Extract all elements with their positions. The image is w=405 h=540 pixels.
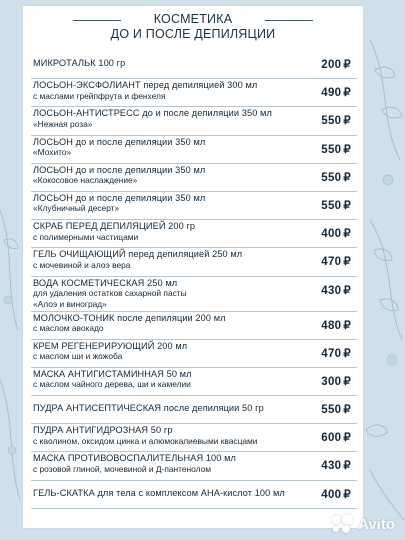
list-item	[31, 220, 357, 248]
price-value: 400	[321, 228, 342, 241]
list-item	[31, 312, 357, 340]
price-value: 430	[321, 284, 342, 297]
list-item	[31, 164, 357, 192]
item-name: ЛОСЬОН-АНТИСТРЕСС до и после депиляции 350 мл	[33, 108, 272, 119]
item-name: МАСКА ПРОТИВОВОСПАЛИТЕЛЬНАЯ 100 мл	[33, 453, 236, 464]
list-item	[31, 481, 357, 509]
item-description	[33, 488, 287, 499]
ruble-icon: ₽	[343, 284, 351, 297]
price-list-header	[23, 12, 363, 48]
price-value: 550	[321, 143, 342, 156]
item-description	[33, 108, 287, 129]
item-description	[33, 313, 287, 334]
list-item	[31, 452, 357, 480]
list-item	[31, 424, 357, 452]
item-price	[321, 113, 351, 127]
ruble-icon: ₽	[343, 143, 351, 156]
price-value: 480	[321, 319, 342, 332]
item-name: ЛОСЬОН до и после депиляции 350 мл	[33, 164, 206, 175]
ruble-icon: ₽	[343, 59, 351, 71]
item-name: МАСКА АНТИГИСТАМИННАЯ 50 мл	[33, 368, 192, 379]
price-list-card	[23, 6, 363, 528]
item-price	[321, 254, 351, 268]
item-description	[33, 80, 287, 101]
item-detail: «Мохито»	[33, 147, 72, 158]
ruble-icon: ₽	[343, 432, 351, 445]
item-description	[33, 403, 287, 414]
item-name: ЛОСЬОН до и после депиляции 350 мл	[33, 136, 206, 147]
header-divider-right	[265, 20, 313, 21]
ruble-icon: ₽	[343, 375, 351, 388]
list-item	[31, 396, 357, 424]
ruble-icon: ₽	[343, 347, 351, 360]
price-value: 400	[321, 488, 342, 501]
item-name: СКРАБ ПЕРЕД ДЕПИЛЯЦИЕЙ 200 гр	[33, 221, 196, 232]
page-title-line2: ДО И ПОСЛЕ ДЕПИЛЯЦИИ	[110, 27, 276, 41]
item-price	[321, 226, 351, 240]
item-name: МИКРОТАЛЬК 100 гр	[33, 58, 126, 68]
page-title-line1: КОСМЕТИКА	[153, 12, 233, 26]
avito-watermark-text: Avito	[358, 515, 395, 533]
item-price	[321, 487, 351, 501]
item-description	[33, 249, 287, 270]
item-price	[321, 402, 351, 416]
item-detail: с маслом ши и жожоба	[33, 351, 123, 362]
price-value: 550	[321, 115, 342, 128]
price-value: 430	[321, 460, 342, 473]
item-description	[33, 453, 287, 474]
price-value: 470	[321, 256, 342, 269]
list-item	[31, 79, 357, 107]
item-detail: с мочевиной и алоэ вера	[33, 259, 131, 270]
item-detail: «Алоэ и виноград»	[33, 298, 107, 309]
ruble-icon: ₽	[343, 228, 351, 241]
item-description	[33, 58, 287, 69]
item-description	[33, 193, 287, 214]
item-price	[321, 170, 351, 184]
item-name: ГЕЛЬ-СКАТКА для тела с комплексом АНА-кислот 100 мл	[33, 487, 285, 498]
ruble-icon: ₽	[343, 488, 351, 501]
item-description	[33, 137, 287, 158]
price-value: 550	[321, 171, 342, 184]
item-price	[321, 458, 351, 472]
ruble-icon: ₽	[343, 460, 351, 473]
item-name: ЛОСЬОН-ЭКСФОЛИАНТ перед депиляцией 300 мл	[33, 80, 258, 91]
item-detail: с розовой глиной, мочевиной и Д-пантенолом	[33, 463, 212, 474]
item-price	[321, 346, 351, 360]
ruble-icon: ₽	[343, 319, 351, 332]
price-value: 600	[321, 432, 342, 445]
item-name: ГЕЛЬ ОЧИЩАЮЩИЙ перед депиляцией 250 мл	[33, 249, 243, 260]
header-divider-left	[73, 20, 121, 21]
price-value: 550	[321, 404, 342, 417]
item-description	[33, 369, 287, 390]
avito-watermark	[332, 512, 395, 536]
ruble-icon: ₽	[343, 87, 351, 100]
list-item	[31, 277, 357, 312]
list-item	[31, 368, 357, 396]
price-value: 550	[321, 199, 342, 212]
ruble-icon: ₽	[343, 171, 351, 184]
item-detail: «Нежная роза»	[33, 118, 93, 129]
item-detail: с каолином, оксидом цинка и алюмокалиевыми квасцами	[33, 435, 258, 446]
item-detail: с маслом чайного дерева, ши и камелии	[33, 379, 191, 390]
ruble-icon: ₽	[343, 115, 351, 128]
price-list	[31, 51, 357, 509]
list-item	[31, 192, 357, 220]
list-item	[31, 107, 357, 135]
ruble-icon: ₽	[343, 199, 351, 212]
item-name: ВОДА КОСМЕТИЧЕСКАЯ 250 мл	[33, 277, 178, 288]
item-price	[321, 57, 351, 71]
item-name: ПУДРА АНТИСЕПТИЧЕСКАЯ после депиляции 50 гр	[33, 403, 264, 414]
item-price	[321, 283, 351, 297]
avito-logo-icon	[332, 514, 354, 534]
item-detail: с маслами грейпфрута и фенхеля	[33, 90, 166, 101]
item-description	[33, 425, 287, 446]
item-price	[321, 374, 351, 388]
price-value: 300	[321, 375, 342, 388]
list-item	[31, 340, 357, 368]
item-price	[321, 198, 351, 212]
item-name: ЛОСЬОН до и после депиляции 350 мл	[33, 192, 206, 203]
item-description	[33, 341, 287, 362]
item-description	[33, 278, 287, 310]
price-value: 470	[321, 347, 342, 360]
item-price	[321, 85, 351, 99]
price-value: 200	[321, 59, 342, 71]
item-name: ПУДРА АНТИГИДРОЗНАЯ 50 гр	[33, 425, 173, 436]
item-description	[33, 221, 287, 242]
item-detail: «Клубничный десерт»	[33, 203, 120, 214]
list-item	[31, 248, 357, 276]
item-description	[33, 165, 287, 186]
item-price	[321, 142, 351, 156]
item-price	[321, 430, 351, 444]
list-item	[31, 51, 357, 79]
item-name: МОЛОЧКО-ТОНИК после депиляции 200 мл	[33, 312, 226, 323]
item-detail: с полимерными частицами	[33, 231, 139, 242]
list-item	[31, 136, 357, 164]
item-price	[321, 318, 351, 332]
ruble-icon: ₽	[343, 404, 351, 417]
ruble-icon: ₽	[343, 256, 351, 269]
item-detail: для удаления остатков сахарной пасты	[33, 288, 187, 298]
item-detail: с маслом авокадо	[33, 323, 104, 333]
item-detail: «Кокосовое наслаждение»	[33, 175, 138, 186]
price-value: 490	[321, 87, 342, 100]
item-name: КРЕМ РЕГЕНЕРИРУЮЩИЙ 200 мл	[33, 340, 188, 351]
